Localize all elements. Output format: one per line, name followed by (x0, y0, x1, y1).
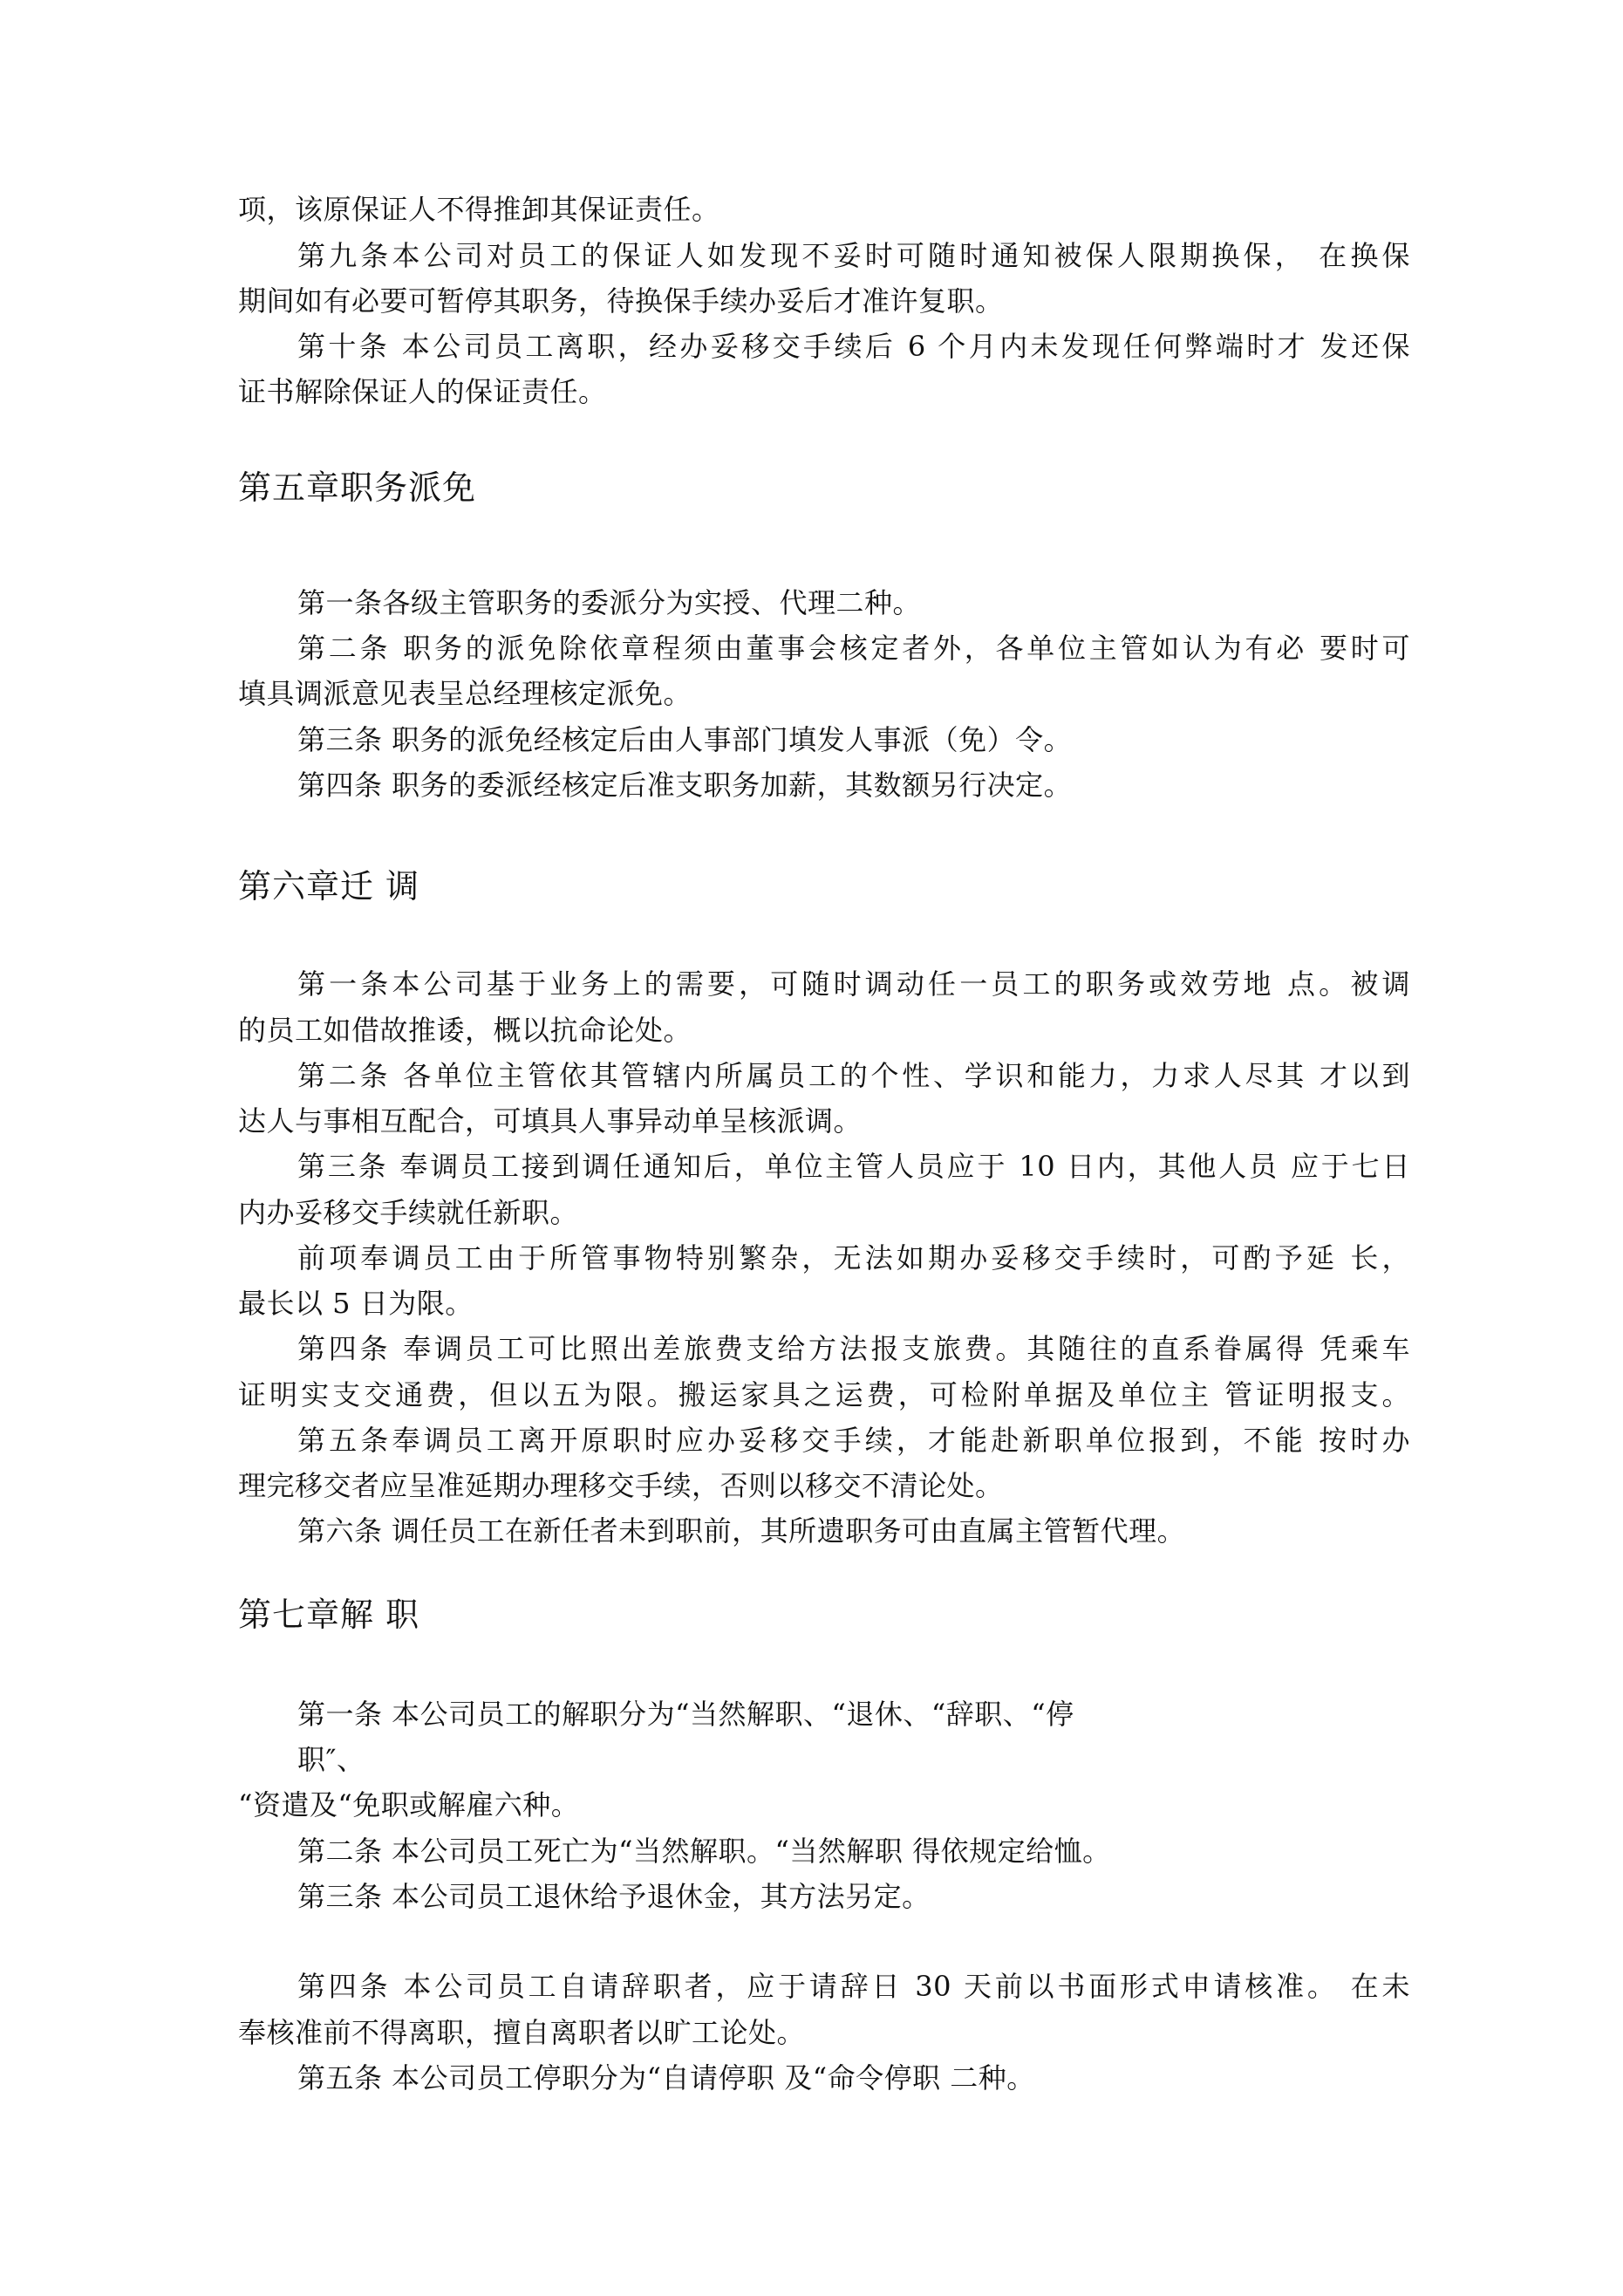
text-line: 第四条 本公司员工自请辞职者，应于请辞日 30 天前以书面形式申请核准。 在未 (297, 1970, 1410, 2003)
text-line: 项，该原保证人不得推卸其保证责任。 (238, 193, 720, 226)
text-line: 前项奉调员工由于所管事物特别繁杂，无法如期办妥移交手续时，可酌予延 长， (297, 1241, 1410, 1274)
chapter-heading: 第五章职务派免 (238, 468, 477, 507)
chapter-heading: 第七章解 职 (238, 1596, 420, 1634)
text-line: 职″、 (297, 1743, 365, 1776)
text-line: 理完移交者应呈准延期办理移交手续，否则以移交不清论处。 (238, 1469, 1004, 1502)
text-line: 达人与事相互配合，可填具人事异动单呈核派调。 (238, 1104, 863, 1138)
text-line: 第九条本公司对员工的保证人如发现不妥时可随时通知被保人限期换保， 在换保 (297, 239, 1410, 272)
text-line: 第二条 各单位主管依其管辖内所属员工的个性、学识和能力，力求人尽其 才以到 (297, 1059, 1410, 1092)
text-line: 第十条 本公司员工离职，经办妥移交手续后 6 个月内未发现任何弊端时才 发还保 (297, 330, 1410, 363)
text-line: “资遣及“免职或解雇六种。 (238, 1788, 580, 1821)
text-line: 第二条 职务的派免除依章程须由董事会核定者外，各单位主管如认为有必 要时可 (297, 632, 1410, 665)
text-line: 第四条 职务的委派经核定后准支职务加薪，其数额另行决定。 (297, 769, 1073, 802)
text-line: 填具调派意见表呈总经理核定派免。 (238, 677, 692, 710)
text-line: 第三条 职务的派免经核定后由人事部门填发人事派（免）令。 (297, 723, 1073, 756)
text-line: 第五条 本公司员工停职分为“自请停职 及“命令停职 二种。 (297, 2061, 1035, 2094)
text-line: 期间如有必要可暂停其职务，待换保手续办妥后才准许复职。 (238, 284, 1004, 318)
text-line: 第五条奉调员工离开原职时应办妥移交手续，才能赴新职单位报到，不能 按时办 (297, 1424, 1410, 1457)
text-line: 第三条 奉调员工接到调任通知后，单位主管人员应于 10 日内，其他人员 应于七日 (297, 1150, 1410, 1183)
text-line: 第三条 本公司员工退休给予退休金，其方法另定。 (297, 1880, 931, 1913)
text-line: 证明实支交通费，但以五为限。搬运家具之运费，可检附单据及单位主 管证明报支。 (238, 1378, 1410, 1411)
text-line: 奉核准前不得离职，擅自离职者以旷工论处。 (238, 2016, 806, 2049)
chapter-heading: 第六章迁 调 (238, 867, 420, 905)
text-line: 第六条 调任员工在新任者未到职前，其所遗职务可由直属主管暂代理。 (297, 1514, 1186, 1548)
text-line: 第一条本公司基于业务上的需要，可随时调动任一员工的职务或效劳地 点。被调 (297, 967, 1410, 1001)
text-line: 第一条 本公司员工的解职分为“当然解职、“退休、“辞职、“停 (297, 1698, 1074, 1731)
text-line: 第二条 本公司员工死亡为“当然解职。“当然解职 得依规定给恤。 (297, 1835, 1111, 1868)
text-line: 证书解除保证人的保证责任。 (238, 375, 607, 408)
text-line: 第四条 奉调员工可比照出差旅费支给方法报支旅费。其随往的直系眷属得 凭乘车 (297, 1332, 1410, 1365)
text-line: 内办妥移交手续就任新职。 (238, 1196, 579, 1229)
text-line: 的员工如借故推诿，概以抗命论处。 (238, 1014, 692, 1047)
text-line: 第一条各级主管职务的委派分为实授、代理二种。 (297, 586, 922, 619)
text-line: 最长以 5 日为限。 (238, 1287, 474, 1320)
